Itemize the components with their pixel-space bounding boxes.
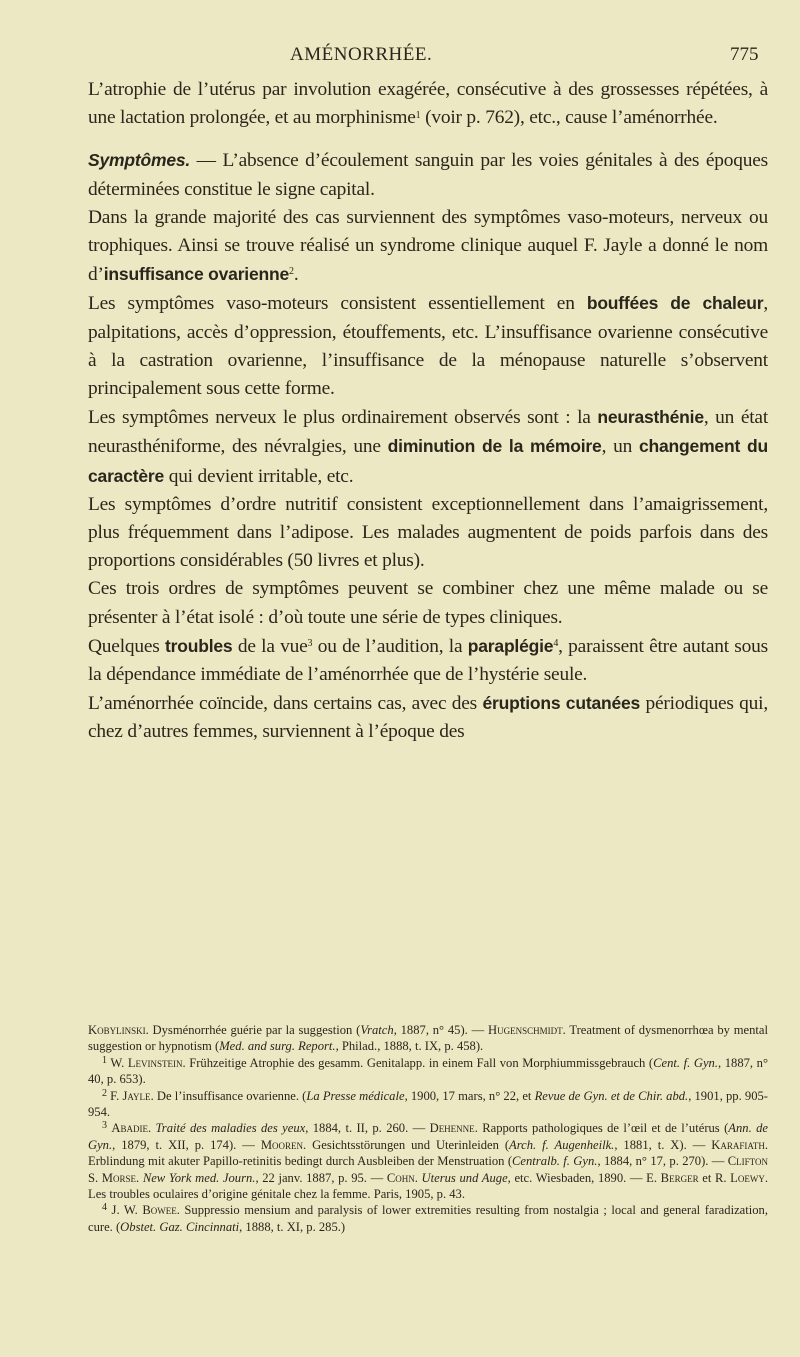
text-run: Symptômes. — [88, 150, 191, 171]
text-run: , 1879, t. XII, p. 174). — — [112, 1137, 261, 1152]
footnote-ref: 1 — [102, 1054, 107, 1066]
text-run: , Philad., 1888, t. IX, p. 458). — [335, 1039, 484, 1054]
text-run: , un — [601, 436, 639, 458]
text-run: Traité des maladies des yeux — [155, 1121, 306, 1136]
text-run: Centralb. f. Gyn. — [512, 1154, 598, 1169]
text-run: . Gesichtsstörungen und Uterinleiden ( — [303, 1137, 510, 1152]
text-run: , 1887, n° 45). — — [393, 1023, 488, 1037]
footnote — [88, 1022, 768, 1055]
text-run: Karafiath — [711, 1137, 765, 1152]
footnote — [88, 1088, 768, 1121]
text-run: Mooren — [260, 1137, 304, 1152]
text-run: L’atrophie de l’utérus par involution exagérée, consécutive à des grossesses répétées, à une lactation prolongée, et au morphinisme — [88, 79, 768, 129]
paragraph — [88, 146, 768, 203]
text-run: , 22 janv. 1887, p. 95. — — [255, 1170, 387, 1185]
text-run: changement du caractère — [88, 436, 768, 486]
paragraph — [88, 289, 768, 403]
text-run: . — [147, 1121, 156, 1136]
main-text — [88, 76, 768, 747]
text-run: insuffisance ovarienne — [103, 264, 290, 285]
text-run: . Treatment of dysmenorrhœa by mental suggestion or hypnotism ( — [88, 1023, 768, 1054]
page-header — [0, 44, 800, 68]
footnote-ref: 1 — [415, 110, 421, 122]
paragraph — [88, 632, 768, 689]
text-run: . Rapports pathologiques de l’œil et de l’utérus ( — [474, 1121, 729, 1136]
text-run: Hugenschmidt — [488, 1023, 563, 1037]
text-run: Kobylinski — [88, 1023, 146, 1037]
text-run: Obstet. Gaz. Cincinnati — [120, 1219, 240, 1234]
text-run: diminution de la mémoire — [387, 436, 602, 457]
text-run: Bowee — [142, 1203, 177, 1218]
paragraph — [88, 403, 768, 491]
text-run: troubles — [165, 635, 233, 656]
text-run: . Suppressio mensium and paralysis of lower extremities resulting from nostalgia ; local and general faradization, cure. ( — [88, 1203, 768, 1234]
text-run: W. — [107, 1055, 128, 1070]
text-run: Jayle — [122, 1088, 151, 1103]
text-run: Vratch — [360, 1023, 394, 1037]
text-run: Abadie — [111, 1121, 148, 1136]
text-run: et R. — [698, 1170, 731, 1185]
text-run: Clifton S. Morse — [88, 1154, 768, 1185]
paragraph — [88, 575, 768, 631]
text-run: Les symptômes d’ordre nutritif consistent exceptionnellement dans l’amaigrissement, plus fréquemment dans l’adipose. Les malades augmentent de poids parfois dans des proportions considérables (50 livres et plus). — [88, 493, 768, 572]
text-run: Dehenne — [429, 1121, 475, 1136]
text-run: F. — [107, 1088, 123, 1103]
text-run: , 1884, n° 17, p. 270). — — [597, 1154, 728, 1169]
text-run: Cent. f. Gyn. — [653, 1055, 718, 1070]
page-number: 775 — [730, 44, 759, 65]
text-run: New York med. Journ. — [142, 1170, 256, 1185]
text-run: Loewy — [730, 1170, 765, 1185]
text-run: ou de l’audition, la — [312, 635, 468, 657]
text-run: Levinstein — [127, 1055, 183, 1070]
text-run: , 1900, 17 mars, n° 22, et — [404, 1088, 535, 1103]
text-run: . Les troubles oculaires d’origine génitale chez la femme. Paris, 1905, p. 43. — [88, 1170, 768, 1202]
text-run: . — [136, 1170, 143, 1185]
text-run: . — [293, 264, 299, 286]
text-run: , etc. Wiesbaden, 1890. — E. — [507, 1170, 661, 1185]
text-run: , 1887, n° 40, p. 653). — [88, 1055, 768, 1087]
text-run: , 1881, t. X). — — [614, 1137, 712, 1152]
text-run: Uterus und Auge — [421, 1170, 508, 1185]
footnote — [88, 1120, 768, 1202]
text-run: paraplégie — [467, 635, 554, 656]
text-run: éruptions cutanées — [482, 693, 641, 714]
footnote-ref: 3 — [102, 1120, 107, 1132]
text-run: L’aménorrhée coïncide, dans certains cas, avec des — [88, 693, 483, 715]
footnote — [88, 1055, 768, 1088]
text-run: Revue de Gyn. et de Chir. abd. — [534, 1088, 689, 1103]
text-run: Med. and surg. Report. — [219, 1039, 336, 1054]
text-run: qui devient irritable, etc. — [164, 465, 354, 487]
text-run: . Erblindung mit akuter Papillo-retinitis bedingt durch Ausbleiben der Menstruation ( — [88, 1137, 769, 1169]
text-run: de la vue — [232, 635, 308, 657]
paragraph — [88, 689, 768, 746]
text-run: périodiques qui, chez d’autres femmes, surviennent à l’époque des — [88, 693, 768, 743]
text-run: . Dysménorrhée guérie par la suggestion ( — [145, 1023, 361, 1037]
text-run: , 1884, t. II, p. 260. — — [305, 1121, 430, 1136]
text-run: . — [414, 1170, 422, 1185]
paragraph — [88, 491, 768, 576]
footnote — [88, 1202, 768, 1235]
footnotes — [88, 1022, 768, 1235]
text-run: , 1901, pp. 905-954. — [88, 1088, 769, 1120]
text-run: Arch. f. Augenheilk. — [509, 1137, 615, 1152]
text-run: . De l’insuffisance ovarienne. ( — [150, 1088, 307, 1103]
text-run: Les symptômes vaso-moteurs consistent essentiellement en — [88, 293, 587, 315]
text-run: , 1888, t. XI, p. 285.) — [239, 1219, 346, 1234]
paragraph — [88, 76, 768, 132]
footnote-ref: 4 — [102, 1202, 107, 1214]
text-run: Berger — [660, 1170, 699, 1185]
text-run: bouffées de chaleur — [586, 293, 764, 314]
text-run: Dans la grande majorité des cas surviennent des symptômes vaso-moteurs, nerveux ou trophiques. Ainsi se trouve réalisé un syndrome clinique auquel F. Jayle a donné le nom d’ — [88, 206, 768, 286]
text-run: Les symptômes nerveux le plus ordinairement observés sont : la — [88, 407, 598, 429]
text-run: Cohn — [386, 1170, 415, 1185]
footnote-ref: 3 — [307, 637, 313, 649]
text-run: , palpitations, accès d’oppression, étouffements, etc. L’insuffisance ovarienne consécutive à la castration ovarienne, l’insuffisance de la ménopause naturelle s’observent principalement sous cette forme. — [88, 293, 768, 400]
footnote-ref: 4 — [553, 637, 559, 649]
text-run: neurasthénie — [597, 407, 704, 428]
running-title: AMÉNORRHÉE. — [290, 44, 433, 65]
text-run: Ces trois ordres de symptômes peuvent se combiner chez une même malade ou se présenter à l’état isolé : d’où toute une série de types cliniques. — [88, 578, 768, 628]
text-run: Quelques — [88, 635, 166, 657]
text-run: La Presse médicale — [306, 1088, 405, 1103]
paragraph — [88, 204, 768, 290]
text-run: Ann. de Gyn. — [88, 1121, 768, 1152]
footnote-ref: 2 — [289, 266, 294, 278]
footnote-ref: 2 — [102, 1087, 107, 1099]
text-run: , paraissent être autant sous la dépendance immédiate de l’aménorrhée que de l’hystérie seule. — [88, 635, 768, 686]
text-run: (voir p. 762), etc., cause l’aménorrhée. — [420, 107, 718, 129]
text-run: J. W. — [107, 1203, 143, 1218]
text-run: , un état neurasthéniforme, des névralgies, une — [88, 407, 769, 458]
text-run: . Frühzeitige Atrophie des gesamm. Genitalapp. in einem Fall von Morphiummissgebrauch ( — [182, 1055, 654, 1070]
text-run: — L’absence d’écoulement sanguin par les voies génitales à des époques déterminées constitue le signe capital. — [88, 150, 768, 200]
